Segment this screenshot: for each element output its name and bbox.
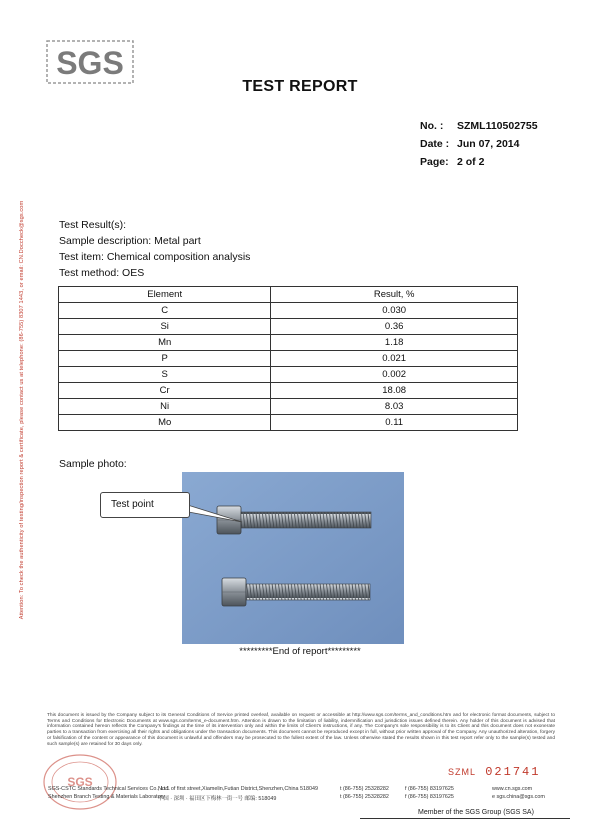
sgs-seal-stamp — [40, 752, 132, 812]
page-title: TEST REPORT — [242, 78, 358, 95]
element-cell: Ni — [59, 399, 271, 415]
table-row — [59, 367, 518, 383]
fax-2: f (86-755) 83197625 — [405, 794, 454, 800]
sample-photo-label: Sample photo: — [59, 458, 127, 470]
serial-prefix: SZML — [448, 767, 477, 777]
telephone-1: t (86-755) 25328282 — [340, 786, 389, 792]
table-row — [59, 351, 518, 367]
fax-1: f (86-755) 83197625 — [405, 786, 454, 792]
legal-fine-print: This document is issued by the Company subject to its General Conditions of Service printed overleaf, available on request or accessible at http://www.sgs.com/terms_and_conditions.htm and for electronic format documents, subject to Terms and Conditions for Electronic Documents at www.sgs.com/terms_e-document.htm. Attention is drawn to the limitation of liability, indemnification and jurisdiction issues defined therein. Any holder of this document is advised that information contained hereon reflects the Company's findings at the time of its intervention only and within the limits of Client's instructions, if any. The Company's sole responsibility is to its Client and this document does not exonerate parties to a transaction from exercising all their rights and obligations under the transaction documents. This document cannot be reproduced except in full, without prior written approval of the Company. Any unauthorized alteration, forgery or falsification of the content or appearance of this document is unlawful and offenders may be prosecuted to the fullest extent of the law. Unless otherwise stated the results shown in this test report refer only to the sample(s) tested and such sample(s) are retained for 30 days only. — [47, 713, 555, 747]
callout-label: Test point — [100, 492, 190, 518]
result-cell: 0.021 — [271, 351, 518, 367]
result-cell: 0.11 — [271, 415, 518, 431]
column-header-result: Result, % — [271, 287, 518, 303]
element-cell: Cr — [59, 383, 271, 399]
result-cell: 18.08 — [271, 383, 518, 399]
result-cell: 8.03 — [271, 399, 518, 415]
element-cell: Mn — [59, 335, 271, 351]
test-point-callout — [100, 492, 240, 520]
table-row — [59, 319, 518, 335]
table-row — [59, 399, 518, 415]
table-row — [59, 383, 518, 399]
lab-name: Shenzhen Branch Testing & Materials Laboratory — [48, 794, 166, 800]
address-en: No.1 of first street,Xiamelin,Futian District,Shenzhen,China 518049 — [158, 786, 319, 792]
element-cell: S — [59, 367, 271, 383]
authenticity-side-note: Attention: To check the authenticity of testing/inspection report & certificate, please contact us at telephone: (86-755) 8307 1443, or email: CN.Doccheck@sgs.com — [19, 200, 25, 620]
element-cell: Mo — [59, 415, 271, 431]
table-header-row — [59, 287, 518, 303]
telephone-2: t (86-755) 25328282 — [340, 794, 389, 800]
results-table — [58, 286, 518, 431]
column-header-element: Element — [59, 287, 271, 303]
result-cell: 1.18 — [271, 335, 518, 351]
company-name: SGS-CSTC Standards Technical Services Co., Ltd. — [48, 786, 170, 792]
report-page-value: 2 of 2 — [457, 156, 485, 168]
member-notice: Member of the SGS Group (SGS SA) — [418, 809, 534, 816]
website: www.cn.sgs.com — [492, 786, 533, 792]
email: e sgs.china@sgs.com — [492, 794, 545, 800]
result-cell: 0.030 — [271, 303, 518, 319]
report-date-value: Jun 07, 2014 — [457, 138, 520, 150]
result-heading: Test Result(s): — [59, 219, 127, 231]
serial-digits: 021741 — [485, 765, 541, 779]
table-row — [59, 303, 518, 319]
logo-lettering: SGS — [56, 45, 124, 81]
address-cn: 中国 · 深圳 · 福田区下梅林一街一号 邮编: 518049 — [158, 796, 277, 802]
table-row — [59, 415, 518, 431]
serial-number — [448, 765, 540, 779]
report-no-label: No. : — [420, 120, 444, 132]
report-page-label: Page: — [420, 156, 449, 168]
report-no-value: SZML110502755 — [457, 120, 538, 132]
test-item: Test item: Chemical composition analysis — [59, 251, 251, 263]
test-method: Test method: OES — [59, 267, 145, 279]
footer-rule — [360, 818, 570, 819]
element-cell: Si — [59, 319, 271, 335]
result-cell: 0.002 — [271, 367, 518, 383]
result-cell: 0.36 — [271, 319, 518, 335]
report-date-label: Date : — [420, 138, 450, 150]
sample-description: Sample description: Metal part — [59, 235, 201, 247]
element-cell: C — [59, 303, 271, 319]
end-of-report: *********End of report********* — [239, 646, 361, 657]
svg-text:SGS: SGS — [67, 775, 93, 789]
table-row — [59, 335, 518, 351]
element-cell: P — [59, 351, 271, 367]
